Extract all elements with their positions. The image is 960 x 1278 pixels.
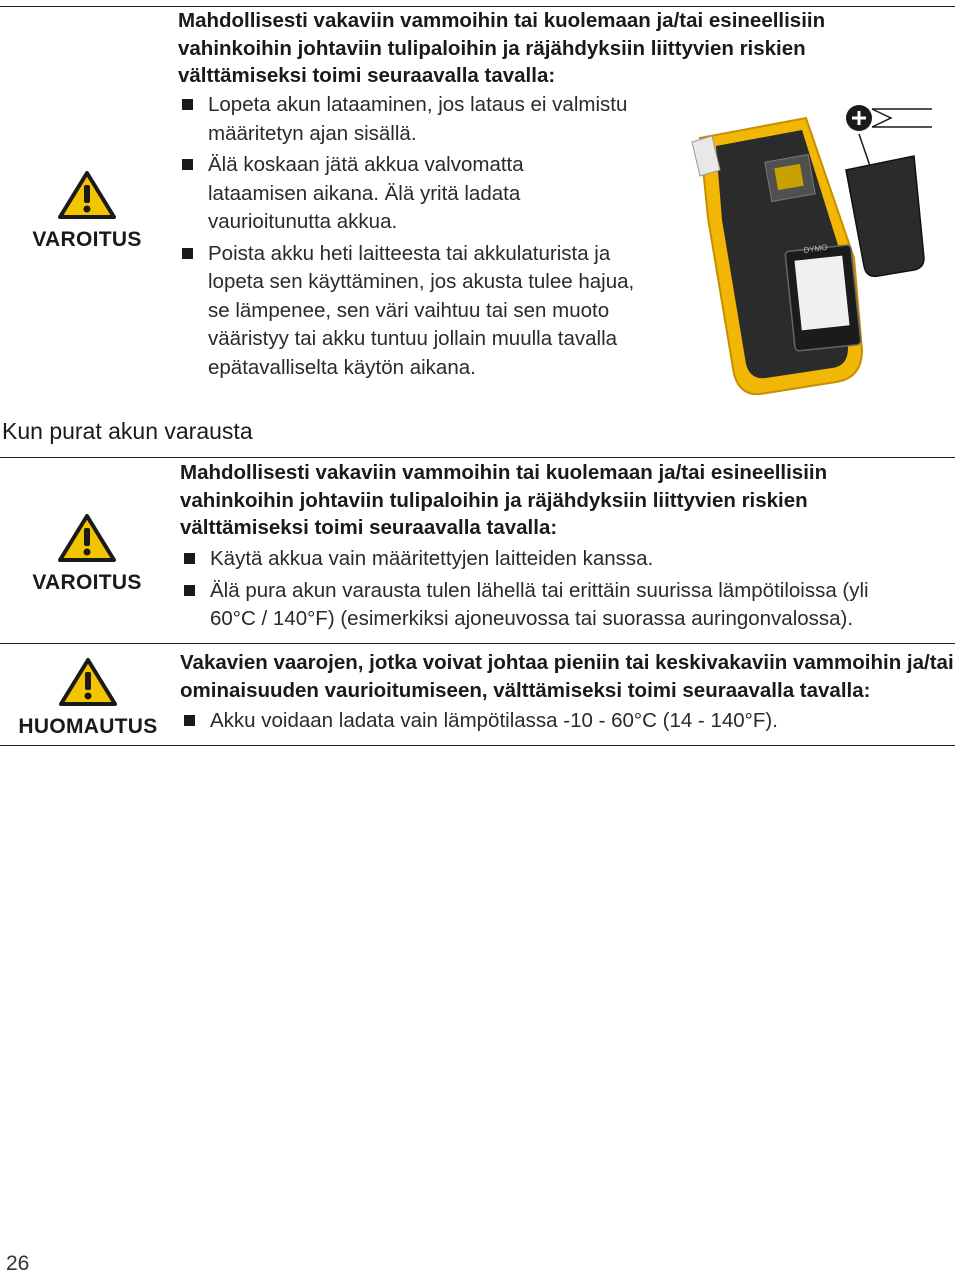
section3-bullet-list [180, 707, 910, 739]
bottom-rule [0, 745, 955, 746]
caution-label: HUOMAUTUS [18, 715, 158, 738]
section3-intro: Vakavien vaarojen, jotka voivat johtaa pieniin tai keskivakaviin vammoihin ja/tai ominaisuuden vaurioitumiseen, välttämiseksi toimi seuraavalla tavalla: [180, 651, 954, 702]
section2-bullet-list [180, 545, 910, 637]
bullet-text: Käytä akkua vain määritettyjen laitteiden kanssa. [210, 547, 654, 570]
warning-triangle-icon [57, 513, 117, 563]
bullet-square-icon [182, 99, 193, 110]
list-item [178, 240, 658, 383]
bullet-square-icon [182, 248, 193, 259]
bullet-text: Lopeta akun lataaminen, jos lataus ei valmistu määritetyn ajan sisällä. [208, 93, 628, 145]
section-heading: Kun purat akun varausta [2, 418, 253, 444]
list-item [180, 577, 910, 634]
bullet-text: Poista akku heti laitteesta tai akkulaturista ja lopeta sen käyttäminen, jos akusta tulee hajua, se lämpenee, sen väri vaihtuu tai sen muoto vääristyy tai akku tuntuu jollain muulla tavalla epätavalliselta käytön aikana. [208, 241, 635, 379]
list-item [178, 151, 628, 237]
warning-block-1 [22, 170, 152, 252]
page-number: 26 [6, 1252, 30, 1275]
section1-intro: Mahdollisesti vakaviin vammoihin tai kuolemaan ja/tai esineellisiin vahinkoihin johtaviin tulipaloihin ja räjähdyksiin liittyvien riskien välttämiseksi toimi seuraavalla tavalla: [178, 9, 826, 87]
bullet-text: Älä koskaan jätä akkua valvomatta lataamisen aikana. Älä yritä ladata vaurioitunutta akkua. [208, 153, 524, 233]
section1-bullet-list [178, 91, 658, 385]
bullet-square-icon [184, 715, 195, 726]
bullet-square-icon [182, 159, 193, 170]
list-item [180, 707, 910, 736]
bullet-text: Akku voidaan ladata vain lämpötilassa -10 - 60°C (14 - 140°F). [210, 709, 778, 732]
warning-label: VAROITUS [32, 228, 142, 251]
list-item [180, 545, 910, 574]
section3-rule [0, 643, 955, 644]
warning-triangle-icon [57, 170, 117, 220]
label-maker-battery-illustration [686, 98, 936, 398]
section2-intro: Mahdollisesti vakaviin vammoihin tai kuolemaan ja/tai esineellisiin vahinkoihin johtaviin tulipaloihin ja räjähdyksiin liittyvien riskien välttämiseksi toimi seuraavalla tavalla: [180, 461, 828, 539]
bullet-square-icon [184, 585, 195, 596]
warning-block-2 [22, 513, 152, 595]
caution-block [10, 657, 166, 739]
section2-rule [0, 457, 955, 458]
warning-label: VAROITUS [32, 571, 142, 594]
list-item [178, 91, 628, 148]
bullet-text: Älä pura akun varausta tulen lähellä tai erittäin suurissa lämpötiloissa (yli 60°C / 140°F) (esimerkiksi ajoneuvossa tai suorassa auringonvalossa). [210, 578, 869, 630]
bullet-square-icon [184, 553, 195, 564]
warning-triangle-icon [58, 657, 118, 707]
brand-text: DYMO [803, 242, 829, 255]
